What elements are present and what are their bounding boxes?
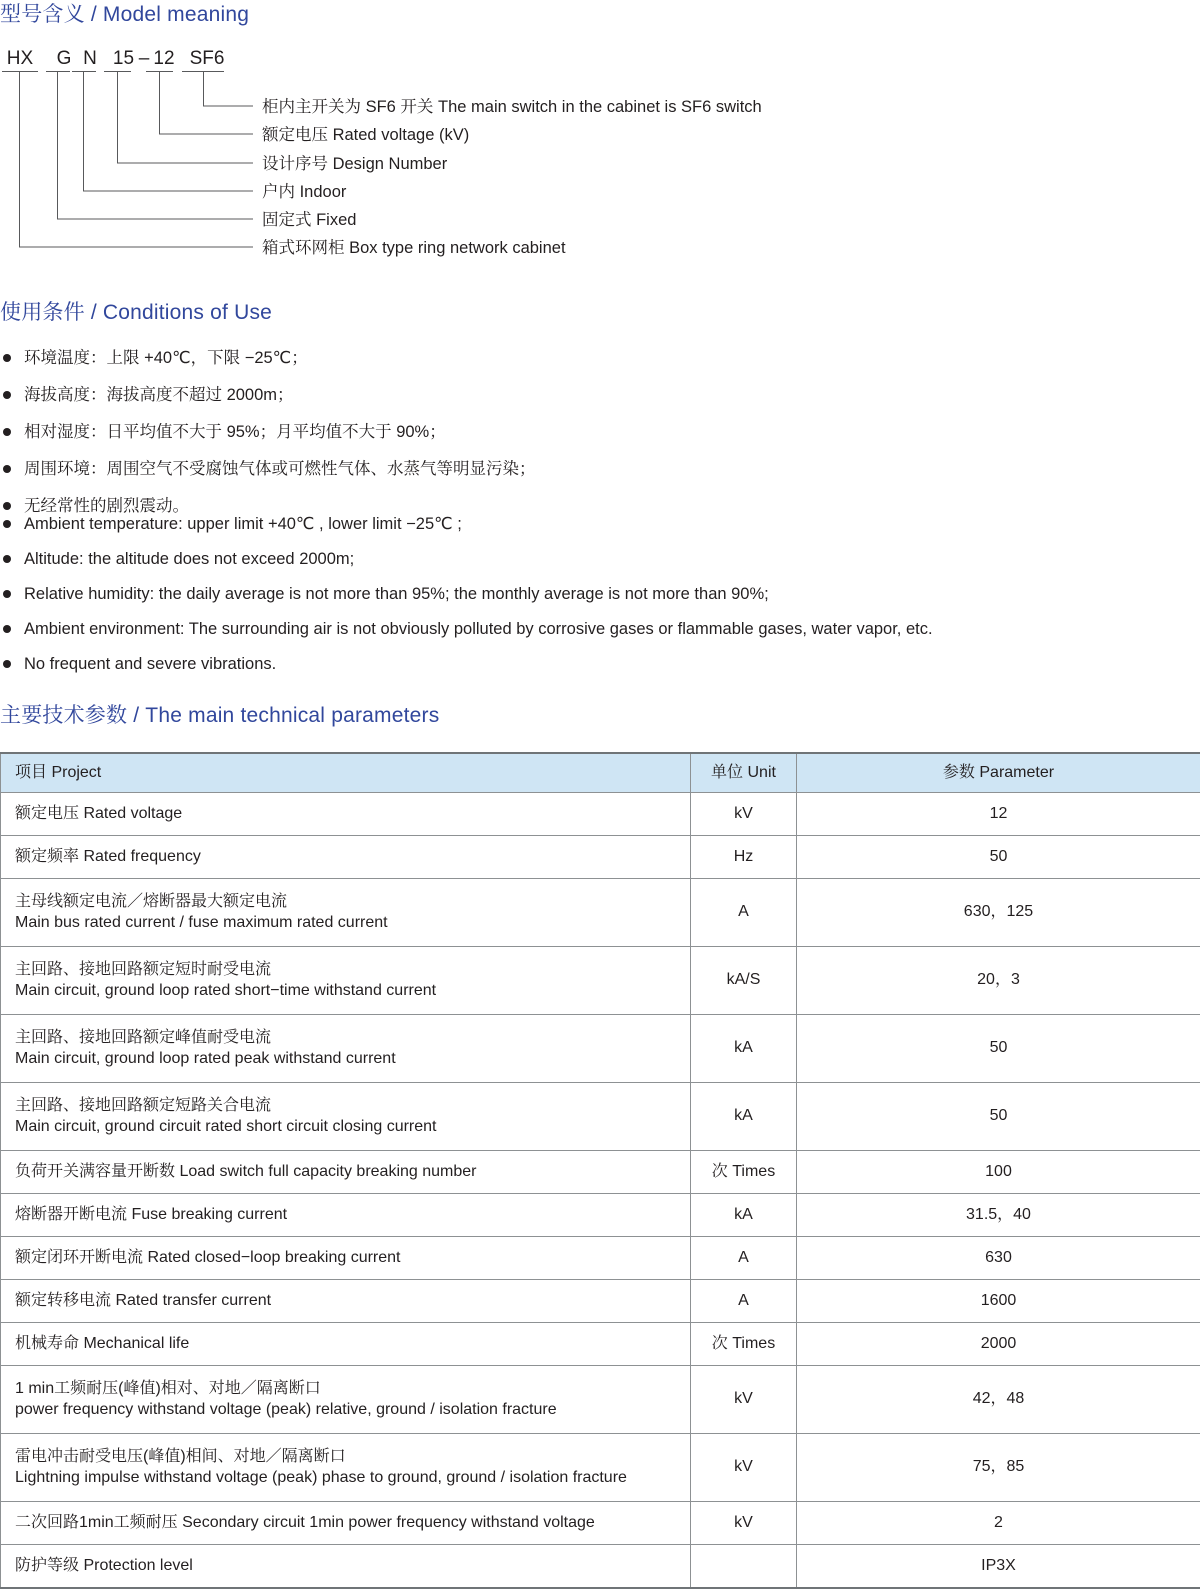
cell-project-line-cn: 主母线额定电流／熔断器最大额定电流 xyxy=(15,892,680,912)
column-header-unit: 单位 Unit xyxy=(691,753,797,793)
list-item-text: 无经常性的剧烈震动。 xyxy=(24,497,189,515)
bullet-dot-icon xyxy=(3,428,11,436)
model-meaning-heading: 型号含义 / Model meaning xyxy=(0,4,249,25)
bullet-dot-icon xyxy=(3,354,11,362)
cell-parameter: 50 xyxy=(797,1015,1200,1083)
model-code-segment-sf6: SF6 xyxy=(186,48,228,70)
bullet-dot-icon xyxy=(3,625,11,633)
cell-project-line-cn: 防护等级 Protection level xyxy=(15,1556,680,1576)
cell-unit: kV xyxy=(691,1502,797,1545)
table-row xyxy=(1,1545,1200,1589)
list-item-text: Ambient temperature: upper limit +40℃ , lower limit −25℃ ; xyxy=(24,515,462,533)
cell-unit: Hz xyxy=(691,836,797,879)
model-code-segment-12: 12 xyxy=(151,48,177,70)
main-parameters-heading: 主要技术参数 / The main technical parameters xyxy=(0,705,439,726)
cell-project-line-en: Main bus rated current / fuse maximum rated current xyxy=(15,913,680,933)
list-item-text: 周围环境：周围空气不受腐蚀气体或可燃性气体、水蒸气等明显污染； xyxy=(24,460,536,478)
cell-project-line-cn: 雷电冲击耐受电压(峰值)相间、对地／隔离断口 xyxy=(15,1447,680,1467)
bullet-dot-icon xyxy=(3,660,11,668)
table-row xyxy=(1,1237,1200,1280)
table-row xyxy=(1,1280,1200,1323)
cell-project xyxy=(1,1280,691,1323)
cell-project-line-cn: 额定闭环开断电流 Rated closed−loop breaking current xyxy=(15,1248,680,1268)
model-leader-label-fixed: 固定式 Fixed xyxy=(262,212,356,229)
conditions-of-use-heading: 使用条件 / Conditions of Use xyxy=(0,302,272,323)
cell-project xyxy=(1,1323,691,1366)
column-header-project: 项目 Project xyxy=(1,753,691,793)
cell-unit: A xyxy=(691,879,797,947)
cell-parameter: 50 xyxy=(797,1083,1200,1151)
bullet-dot-icon xyxy=(3,391,11,399)
bullet-dot-icon xyxy=(3,520,11,528)
cell-project xyxy=(1,836,691,879)
cell-project xyxy=(1,1434,691,1502)
cell-unit: A xyxy=(691,1280,797,1323)
cell-project-line-cn: 额定电压 Rated voltage xyxy=(15,804,680,824)
cell-parameter: 42，48 xyxy=(797,1366,1200,1434)
bullet-dot-icon xyxy=(3,465,11,473)
cell-project-line-cn: 额定频率 Rated frequency xyxy=(15,847,680,867)
bullet-dot-icon xyxy=(3,502,11,510)
list-item xyxy=(0,387,536,404)
cell-parameter: 75，85 xyxy=(797,1434,1200,1502)
cell-project-line-en: power frequency withstand voltage (peak) relative, ground / isolation fracture xyxy=(15,1400,680,1420)
cell-unit: kA xyxy=(691,1083,797,1151)
cell-project-line-cn: 主回路、接地回路额定短路关合电流 xyxy=(15,1096,680,1116)
cell-project xyxy=(1,1194,691,1237)
model-code-segment-g: G xyxy=(51,48,77,70)
main-parameters-table xyxy=(0,752,1200,1589)
cell-unit: kV xyxy=(691,793,797,836)
cell-unit: kA xyxy=(691,1194,797,1237)
cell-unit: A xyxy=(691,1237,797,1280)
cell-project xyxy=(1,1502,691,1545)
cell-unit: kV xyxy=(691,1434,797,1502)
list-item-text: Ambient environment: The surrounding air is not obviously polluted by corrosive gases or flammable gases, water vapor, etc. xyxy=(24,620,933,638)
list-item xyxy=(0,551,933,568)
list-item-text: Relative humidity: the daily average is not more than 95%; the monthly average is not more than 90%; xyxy=(24,585,769,603)
table-body xyxy=(1,793,1200,1589)
conditions-list-chinese xyxy=(0,350,536,535)
cell-project-line-cn: 熔断器开断电流 Fuse breaking current xyxy=(15,1205,680,1225)
cell-project xyxy=(1,1083,691,1151)
list-item xyxy=(0,424,536,441)
model-code-segment-hx: HX xyxy=(0,48,40,70)
cell-project xyxy=(1,879,691,947)
model-leader-label-box-type: 箱式环网柜 Box type ring network cabinet xyxy=(262,240,566,257)
cell-project xyxy=(1,793,691,836)
cell-unit: kV xyxy=(691,1366,797,1434)
cell-unit: 次 Times xyxy=(691,1323,797,1366)
cell-parameter: 1600 xyxy=(797,1280,1200,1323)
list-item xyxy=(0,461,536,478)
cell-parameter: 2000 xyxy=(797,1323,1200,1366)
model-code-segment-15: 15 xyxy=(110,48,137,70)
list-item xyxy=(0,621,933,638)
cell-parameter: 100 xyxy=(797,1151,1200,1194)
table-row xyxy=(1,793,1200,836)
table-row xyxy=(1,1083,1200,1151)
cell-project xyxy=(1,1151,691,1194)
list-item-text: 环境温度：上限 +40℃，下限 −25℃； xyxy=(24,349,308,367)
cell-project-line-cn: 主回路、接地回路额定峰值耐受电流 xyxy=(15,1028,680,1048)
list-item xyxy=(0,516,933,533)
cell-project-line-cn: 1 min工频耐压(峰值)相对、对地／隔离断口 xyxy=(15,1379,680,1399)
list-item xyxy=(0,350,536,367)
table-row xyxy=(1,1366,1200,1434)
cell-unit: 次 Times xyxy=(691,1151,797,1194)
list-item xyxy=(0,656,933,673)
cell-parameter: 630 xyxy=(797,1237,1200,1280)
column-header-parameter: 参数 Parameter xyxy=(797,753,1200,793)
list-item xyxy=(0,586,933,603)
table-row xyxy=(1,1015,1200,1083)
list-item-text: 相对湿度：日平均值不大于 95%；月平均值不大于 90%； xyxy=(24,423,446,441)
cell-project-line-cn: 额定转移电流 Rated transfer current xyxy=(15,1291,680,1311)
cell-project-line-en: Main circuit, ground circuit rated short circuit closing current xyxy=(15,1117,680,1137)
cell-project-line-en: Main circuit, ground loop rated peak withstand current xyxy=(15,1049,680,1069)
bullet-dot-icon xyxy=(3,590,11,598)
table-row xyxy=(1,947,1200,1015)
model-leader-label-indoor: 户内 Indoor xyxy=(262,184,346,201)
table-row xyxy=(1,879,1200,947)
cell-project-line-cn: 主回路、接地回路额定短时耐受电流 xyxy=(15,960,680,980)
list-item-text: Altitude: the altitude does not exceed 2000m; xyxy=(24,550,354,568)
cell-parameter: 31.5，40 xyxy=(797,1194,1200,1237)
model-meaning-diagram xyxy=(0,48,1000,263)
cell-unit xyxy=(691,1545,797,1589)
cell-project xyxy=(1,1366,691,1434)
cell-unit: kA/S xyxy=(691,947,797,1015)
cell-project xyxy=(1,947,691,1015)
table-row xyxy=(1,836,1200,879)
conditions-list-english xyxy=(0,516,933,691)
cell-parameter: 630，125 xyxy=(797,879,1200,947)
cell-project xyxy=(1,1545,691,1589)
cell-project-line-en: Main circuit, ground loop rated short−time withstand current xyxy=(15,981,680,1001)
bullet-dot-icon xyxy=(3,555,11,563)
cell-parameter: 20，3 xyxy=(797,947,1200,1015)
cell-project-line-en: Lightning impulse withstand voltage (peak) phase to ground, ground / isolation fracture xyxy=(15,1468,680,1488)
table-row xyxy=(1,1434,1200,1502)
table-row xyxy=(1,1323,1200,1366)
cell-project-line-cn: 二次回路1min工频耐压 Secondary circuit 1min power frequency withstand voltage xyxy=(15,1513,680,1533)
cell-project xyxy=(1,1237,691,1280)
list-item-text: No frequent and severe vibrations. xyxy=(24,655,276,673)
table-row xyxy=(1,1151,1200,1194)
table-row xyxy=(1,1194,1200,1237)
cell-unit: kA xyxy=(691,1015,797,1083)
cell-project xyxy=(1,1015,691,1083)
model-code-segment-dash: – xyxy=(137,48,151,70)
model-leader-label-rated-voltage: 额定电压 Rated voltage (kV) xyxy=(262,127,469,144)
cell-project-line-cn: 负荷开关满容量开断数 Load switch full capacity breaking number xyxy=(15,1162,680,1182)
table-header-row xyxy=(1,753,1200,793)
cell-parameter: 2 xyxy=(797,1502,1200,1545)
cell-parameter: 12 xyxy=(797,793,1200,836)
model-leader-lines xyxy=(0,48,1000,263)
list-item xyxy=(0,498,536,515)
cell-parameter: IP3X xyxy=(797,1545,1200,1589)
model-code-segment-n: N xyxy=(77,48,103,70)
model-leader-label-sf6: 柜内主开关为 SF6 开关 The main switch in the cabinet is SF6 switch xyxy=(262,99,762,116)
list-item-text: 海拔高度：海拔高度不超过 2000m； xyxy=(24,386,294,404)
model-leader-label-design-number: 设计序号 Design Number xyxy=(262,156,447,173)
cell-project-line-cn: 机械寿命 Mechanical life xyxy=(15,1334,680,1354)
table-row xyxy=(1,1502,1200,1545)
cell-parameter: 50 xyxy=(797,836,1200,879)
